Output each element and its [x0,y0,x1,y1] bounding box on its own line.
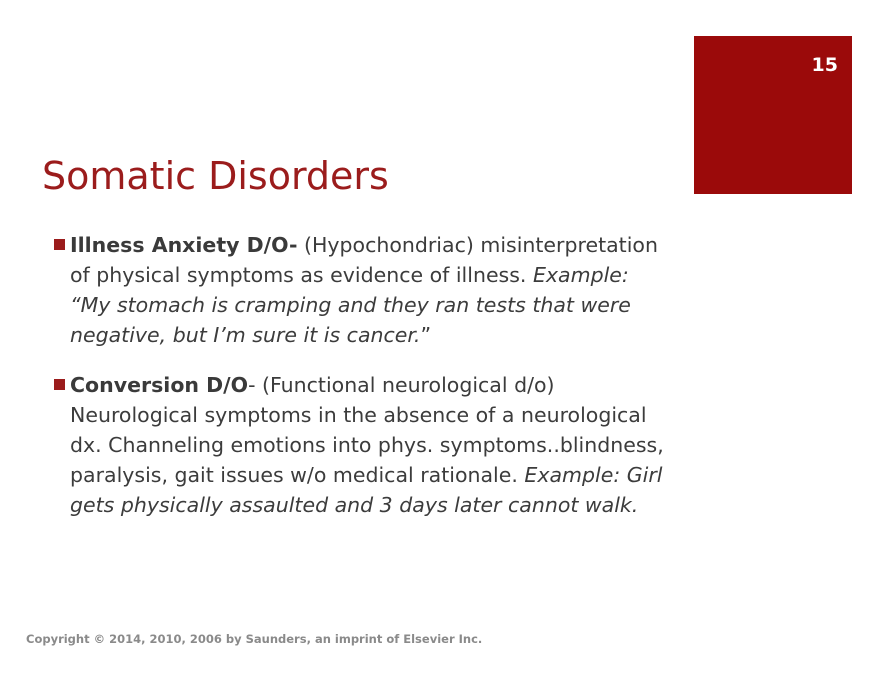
bullet-term: Conversion D/O [70,373,249,397]
bullet-tail: ” [420,323,432,347]
bullet-conversion [50,370,670,520]
slide-number: 15 [811,54,838,76]
square-bullet-icon [54,379,65,390]
bullet-list [50,230,670,540]
slide-number-box [694,36,852,194]
bullet-example: Example: “My stomach is cramping and they ran tests that were negative, but I’m sure it is cancer. [70,263,631,347]
bullet-example: Example: Girl gets physically assaulted and 3 days later cannot walk. [70,463,663,517]
bullet-illness-anxiety [50,230,670,350]
square-bullet-icon [54,239,65,250]
slide-title: Somatic Disorders [42,154,389,198]
bullet-term: Illness Anxiety D/O- [70,233,298,257]
bullet-text: - (Functional neurological d/o) Neurological symptoms in the absence of a neurological dx. Channeling emotions into phys. symptoms..blindness, paralysis, gait issues w/o medical rationale. [70,373,664,487]
copyright-footer: Copyright © 2014, 2010, 2006 by Saunders, an imprint of Elsevier Inc. [26,632,483,646]
bullet-text: (Hypochondriac) misinterpretation of physical symptoms as evidence of illness. [70,233,658,287]
